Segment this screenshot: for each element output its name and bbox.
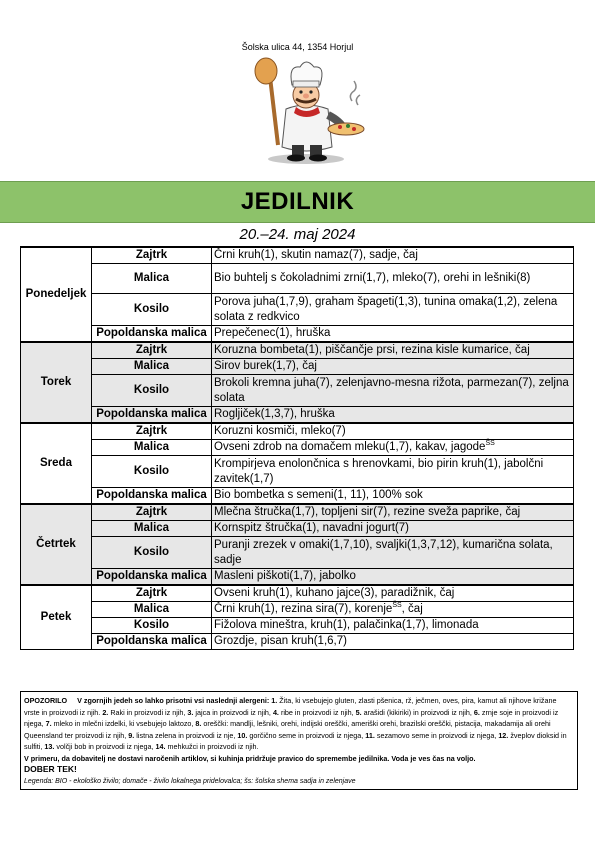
menu-cell <box>212 342 574 359</box>
menu-text: Bio bombetka s semeni(1, 11), 100% sok <box>214 489 423 501</box>
menu-cell <box>212 456 574 488</box>
menu-cell <box>212 504 574 521</box>
meal-type: Popoldanska malica <box>92 634 212 650</box>
allergen-number: 6. <box>473 707 480 717</box>
meal-type: Kosilo <box>92 456 212 488</box>
meal-type: Malica <box>92 521 212 537</box>
table-row <box>21 585 574 602</box>
allergen-text: zrnje soje in proizvodi iz njega, <box>24 707 559 728</box>
allergen-number: 12. <box>498 730 509 740</box>
menu-cell <box>212 294 574 326</box>
allergen-note <box>20 691 578 790</box>
menu-text: Puranji zrezek v omaki(1,7,10), svaljki(1,3,7,12), kumarična solata, sadje <box>214 538 553 566</box>
allergen-text: oreščki: mandlji, lešniki, orehi, indijski oreščki, ameriški orehi, brazilski oreščki, pistacija, makadamija ali orehi Queensland ter proizvodi iz njih, <box>24 719 551 740</box>
menu-text-suffix: , čaj <box>401 603 423 615</box>
menu-text: Krompirjeva enolončnica s hrenovkami, bio pirin kruh(1), jabolčni zavitek(1,7) <box>214 457 544 485</box>
legend: Legenda: BIO - ekološko živilo; domače - živilo lokalnega pridelovalca; šs: šolska shema sadja in zelenjave <box>24 777 356 785</box>
menu-cell <box>212 423 574 440</box>
menu-text: Bio buhtelj s čokoladnimi zrni(1,7), mleko(7), orehi in lešniki(8) <box>214 272 531 284</box>
allergen-text: volčji bob in proizvodi iz njega, <box>56 742 154 751</box>
allergen-number: 9. <box>128 730 135 740</box>
menu-cell <box>212 618 574 634</box>
meal-type: Kosilo <box>92 294 212 326</box>
meal-type: Kosilo <box>92 375 212 407</box>
school-address: Šolska ulica 44, 1354 Horjul <box>241 42 354 52</box>
menu-cell <box>212 488 574 505</box>
meal-type: Kosilo <box>92 537 212 569</box>
table-row <box>21 342 574 359</box>
table-row <box>21 456 574 488</box>
warning-label: OPOZORILO <box>24 696 68 705</box>
meal-type: Zajtrk <box>92 247 212 264</box>
allergen-text: ribe in proizvodi iz njih, <box>280 707 354 717</box>
menu-text: Brokoli kremna juha(7), zelenjavno-mesna rižota, parmezan(7), zeljna solata <box>214 376 569 404</box>
meal-type: Zajtrk <box>92 423 212 440</box>
menu-text: Rogljiček(1,3,7), hruška <box>214 408 335 420</box>
allergen-text: Žita, ki vsebujejo gluten, zlasti pšenica, rž, ječmen, oves, pira, kamut ali njihove križane vrste in proizvodi iz njih. <box>24 696 557 717</box>
meal-type: Malica <box>92 359 212 375</box>
menu-text: Črni kruh(1), skutin namaz(7), sadje, čaj <box>214 249 418 261</box>
table-row <box>21 423 574 440</box>
menu-cell <box>212 247 574 264</box>
table-row <box>21 634 574 650</box>
menu-cell <box>212 569 574 586</box>
allergen-text: arašidi (kikiriki) in proizvodi iz njih, <box>363 707 472 717</box>
menu-cell <box>212 585 574 602</box>
allergen-number: 10. <box>237 730 248 740</box>
allergen-text: mleko in mlečni izdelki, ki vsebujejo laktozo, <box>53 719 194 728</box>
menu-text: Prepečenec(1), hruška <box>214 327 331 339</box>
allergen-number: 3. <box>187 707 194 717</box>
allergen-number: 5. <box>355 707 362 717</box>
table-row <box>21 569 574 586</box>
meal-type: Zajtrk <box>92 504 212 521</box>
meal-type: Zajtrk <box>92 342 212 359</box>
meal-type: Popoldanska malica <box>92 569 212 586</box>
menu-cell <box>212 537 574 569</box>
allergen-text: sezamovo seme in proizvodi iz njega, <box>376 730 497 740</box>
supplier-warning: V primeru, da dobavitelj ne dostavi naročenih artiklov, si kuhinja pridržuje pravico do spremembe jedilnika. Voda je ves čas na voljo. <box>24 753 476 763</box>
menu-text: Črni kruh(1), rezina sira(7), korenje <box>214 603 393 615</box>
allergen-text: mehkužci in proizvodi iz njih. <box>167 742 259 751</box>
menu-text: Mlečna štručka(1,7), topljeni sir(7), rezine sveža paprike, čaj <box>214 506 521 518</box>
menu-text: Fižolova mineštra, kruh(1), palačinka(1,7), limonada <box>214 619 479 631</box>
menu-cell <box>212 602 574 618</box>
menu-table <box>20 246 574 650</box>
table-row <box>21 521 574 537</box>
allergen-number: 4. <box>272 707 279 717</box>
menu-text: Kornspitz štručka(1), navadni jogurt(7) <box>214 522 409 534</box>
allergen-text: Raki in proizvodi iz njih, <box>110 707 186 717</box>
menu-cell <box>212 407 574 424</box>
table-row <box>21 264 574 294</box>
menu-cell <box>212 440 574 456</box>
day-name: Sreda <box>21 423 92 504</box>
menu-cell <box>212 521 574 537</box>
allergen-list <box>24 695 574 753</box>
table-row <box>21 618 574 634</box>
day-name: Torek <box>21 342 92 423</box>
table-row <box>21 359 574 375</box>
table-row <box>21 294 574 326</box>
allergen-text: listna zelena in proizvodi iz nje, <box>136 730 236 740</box>
chef-illustration <box>248 55 368 165</box>
allergen-number: 7. <box>45 719 52 728</box>
meal-type: Kosilo <box>92 618 212 634</box>
table-row <box>21 440 574 456</box>
table-row <box>21 326 574 343</box>
school-scheme-mark: ŠS <box>485 440 495 448</box>
meal-type: Malica <box>92 264 212 294</box>
meal-type: Popoldanska malica <box>92 407 212 424</box>
allergen-number: 11. <box>365 730 375 740</box>
table-row <box>21 375 574 407</box>
date-range: 20.–24. maj 2024 <box>239 226 356 243</box>
day-name: Četrtek <box>21 504 92 585</box>
menu-text: Masleni piškoti(1,7), jabolko <box>214 570 356 582</box>
meal-type: Malica <box>92 602 212 618</box>
menu-cell <box>212 359 574 375</box>
page-title: JEDILNIK <box>240 188 355 215</box>
table-row <box>21 504 574 521</box>
bon-appetit: DOBER TEK! <box>24 764 77 774</box>
allergen-number: 14. <box>155 742 166 751</box>
menu-text: Koruzna bombeta(1), piščančje prsi, rezina kisle kumarice, čaj <box>214 344 530 356</box>
menu-text: Koruzni kosmiči, mleko(7) <box>214 425 346 437</box>
table-row <box>21 537 574 569</box>
allergen-number: 1. <box>271 696 278 705</box>
table-row <box>21 247 574 264</box>
menu-text: Ovseni kruh(1), kuhano jajce(3), paradižnik, čaj <box>214 587 455 599</box>
allergen-number: 13. <box>44 742 55 751</box>
meal-type: Zajtrk <box>92 585 212 602</box>
allergen-text: gorčično seme in proizvodi iz njega, <box>249 730 364 740</box>
menu-cell <box>212 264 574 294</box>
allergen-intro: V zgornjih jedeh so lahko prisotni vsi naslednji alergeni: <box>77 696 270 705</box>
school-scheme-mark: ŠS <box>392 602 402 610</box>
menu-text: Sirov burek(1,7), čaj <box>214 360 317 372</box>
table-row <box>21 407 574 424</box>
menu-cell <box>212 375 574 407</box>
day-name: Ponedeljek <box>21 247 92 342</box>
table-row <box>21 488 574 505</box>
menu-text: Grozdje, pisan kruh(1,6,7) <box>214 635 347 647</box>
allergen-number: 8. <box>195 719 202 728</box>
menu-text: Porova juha(1,7,9), graham špageti(1,3), tunina omaka(1,2), zelena solata z redkvico <box>214 295 558 323</box>
menu-cell <box>212 326 574 343</box>
day-name: Petek <box>21 585 92 650</box>
meal-type: Popoldanska malica <box>92 326 212 343</box>
meal-type: Malica <box>92 440 212 456</box>
allergen-text: jajca in proizvodi iz njih, <box>195 707 271 717</box>
meal-type: Popoldanska malica <box>92 488 212 505</box>
menu-text: Ovseni zdrob na domačem mleku(1,7), kakav, jagode <box>214 441 486 453</box>
allergen-text: žveplov dioksid in sulfiti, <box>24 730 567 751</box>
menu-cell <box>212 634 574 650</box>
allergen-number: 2. <box>102 707 109 717</box>
title-banner <box>0 181 595 223</box>
table-row <box>21 602 574 618</box>
